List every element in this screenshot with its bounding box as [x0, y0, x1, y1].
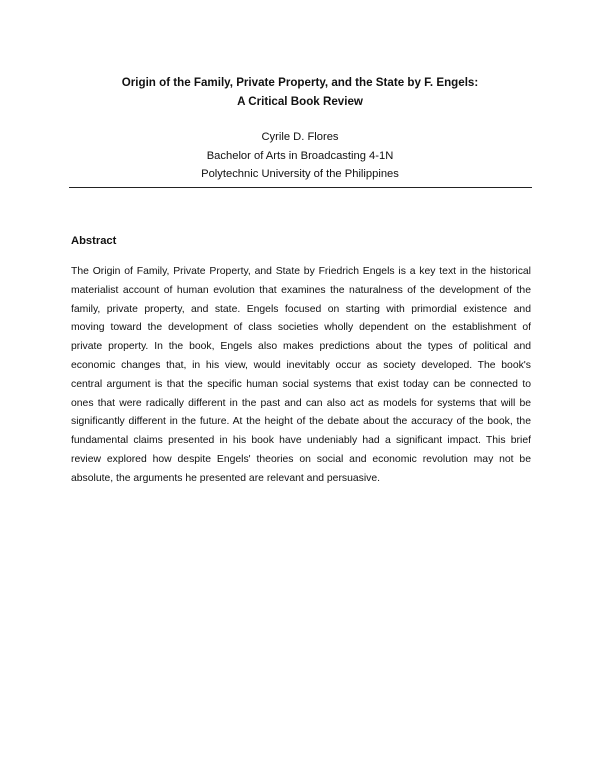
paper-title-line-1: Origin of the Family, Private Property, and the State by F. Engels: [121, 76, 479, 89]
author-university: Polytechnic University of the Philippines [201, 168, 399, 180]
abstract-body [71, 263, 531, 489]
header-divider [69, 187, 532, 188]
author-block [60, 128, 540, 184]
author-program: Bachelor of Arts in Broadcasting 4-1N [206, 149, 394, 162]
author-name: Cyrile D. Flores [261, 131, 339, 143]
abstract-line: family, private property, and state. Engels focused on starting with primordial existence and [71, 303, 531, 315]
abstract-line: private property. In the book, Engels also makes predictions about the types of political and [71, 341, 531, 353]
abstract-line: absolute, the arguments he presented are relevant and persuasive. [71, 472, 381, 484]
abstract-line: ones that were radically different in the past and can also act as models for systems that will be [71, 397, 531, 409]
abstract-line: review explored how despite Engels' theories on social and economic revolution may not be [71, 453, 531, 465]
paper-title-line-2: A Critical Book Review [237, 95, 363, 108]
abstract-line: economic changes that, in his view, would inevitably occur as society developed. The book's [71, 359, 531, 371]
abstract-line: central argument is that the specific human social systems that exist today can be connected to [71, 378, 531, 390]
abstract-line: fundamental claims presented in his book have undeniably had a significant impact. This brief [71, 435, 531, 447]
abstract-line: moving toward the development of class societies wholly dependent on the establishment of [71, 322, 531, 334]
abstract-heading: Abstract [71, 235, 117, 247]
abstract-line: materialist account of human evolution that examines the naturalness of the development of the [71, 284, 531, 296]
abstract-line: The Origin of Family, Private Property, and State by Friedrich Engels is a key text in the historical [71, 266, 531, 277]
paper-title [60, 73, 540, 111]
abstract-line: significantly different in the future. At the height of the debate about the accuracy of the book, the [71, 416, 531, 428]
